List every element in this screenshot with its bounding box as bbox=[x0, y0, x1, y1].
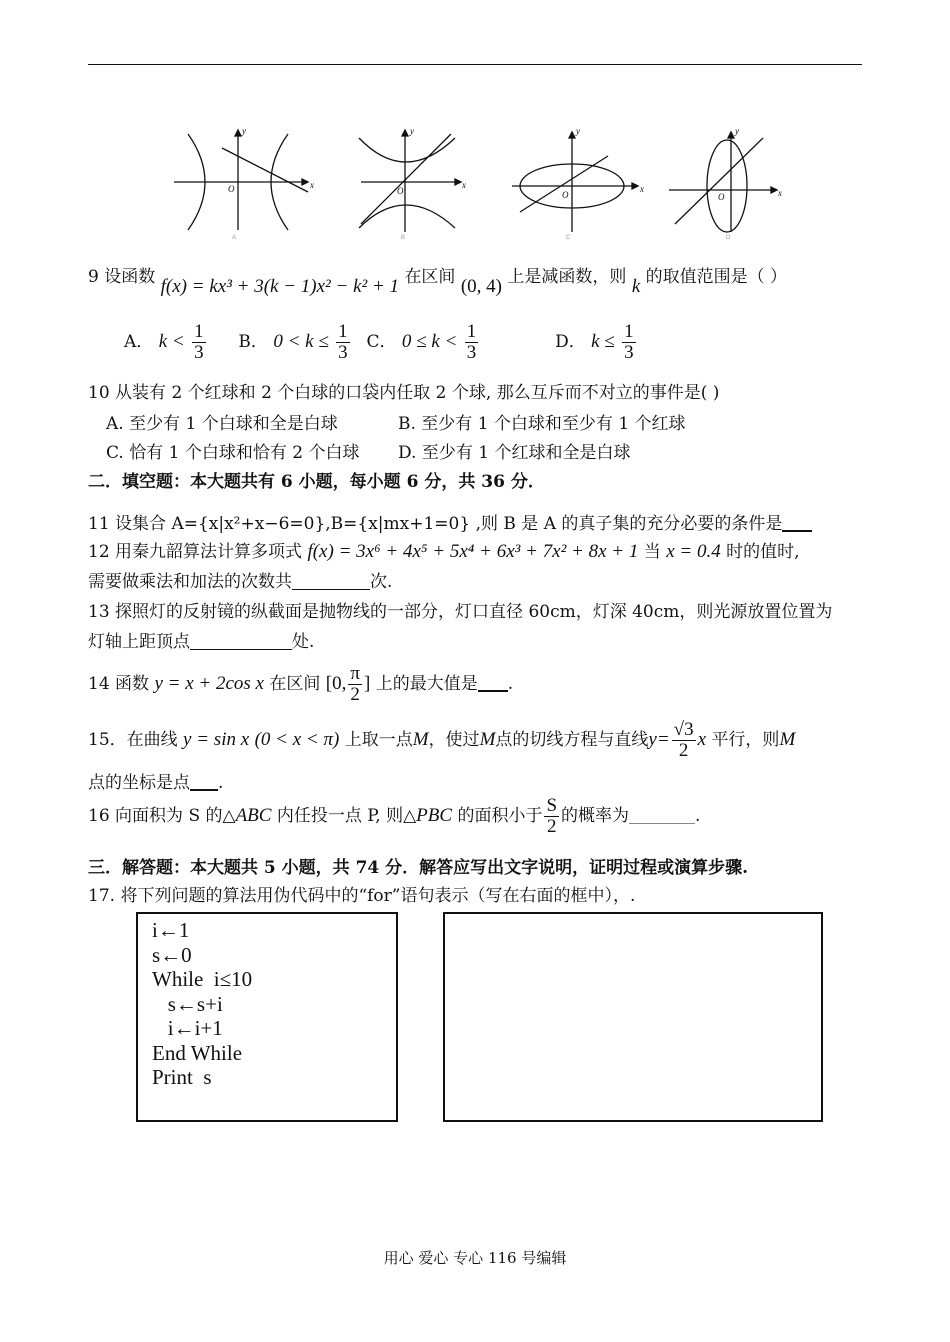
q15-range: (0 < x < π) bbox=[254, 729, 340, 750]
graph-c-origin: O bbox=[562, 190, 569, 200]
q15-answer-blank[interactable] bbox=[190, 771, 218, 791]
q10-option-c[interactable]: C. 恰有 1 个白球和恰有 2 个白球 bbox=[106, 443, 360, 463]
question-15-line2: 点的坐标是点 . bbox=[88, 773, 224, 793]
code-line: s←0 bbox=[152, 942, 192, 967]
q10-option-d[interactable]: D. 至少有 1 个红球和全是白球 bbox=[398, 443, 631, 463]
q9-option-d[interactable]: D． k ≤ $\frac{1}{3}$ bbox=[555, 321, 634, 363]
q13-answer-blank[interactable] bbox=[190, 631, 292, 650]
section-2-title: 二．填空题：本大题共有 6 小题，每小题 6 分，共 36 分． bbox=[88, 472, 545, 492]
section-3-title: 三．解答题：本大题共 5 小题，共 74 分．解答应写出文字说明，证明过程或演算步骤. bbox=[88, 858, 749, 878]
pseudocode bbox=[152, 918, 252, 1090]
graph-a-caption: A bbox=[232, 235, 237, 240]
question-13: 13 探照灯的反射镜的纵截面是抛物线的一部分，灯口直径 60cm，灯深 40cm，则光源放置位置为 bbox=[88, 602, 833, 622]
q14-fraction: $\frac{\pi}{2}$ bbox=[350, 663, 360, 705]
q9-interval: (0, 4) bbox=[460, 276, 502, 297]
q9-number: 9 bbox=[88, 267, 99, 287]
code-line: i←i+1 bbox=[152, 1016, 223, 1040]
pseudocode-box bbox=[136, 912, 398, 1122]
question-13-line2: 灯轴上距顶点 处. bbox=[88, 632, 315, 652]
code-line: While i≤10 bbox=[152, 967, 253, 991]
graph-c-ellipse bbox=[512, 132, 638, 232]
graph-d-axis-x: x bbox=[778, 188, 782, 198]
question-16: 16 向面积为 S 的△ABC 内任投一点 P, 则△PBC 的面积小于 $\frac{S}{2}$ 的概率为 . bbox=[88, 795, 701, 837]
q15-fraction: $\frac{√3}{2}$ bbox=[673, 719, 694, 761]
q10-option-b[interactable]: B. 至少有 1 个白球和至少有 1 个红球 bbox=[398, 414, 686, 434]
conic-graphs-figure bbox=[160, 120, 790, 240]
code-line: s←s+i bbox=[152, 991, 223, 1016]
question-12: 12 用秦九韶算法计算多项式 f(x) = 3x⁶ + 4x⁵ + 5x⁴ + 6x³ + 7x² + 8x + 1 当 x = 0.4 时的值时, bbox=[88, 541, 800, 562]
graph-d-ellipse bbox=[669, 132, 777, 232]
question-17: 17. 将下列问题的算法用伪代码中的“for”语句表示（写在右面的框中），. bbox=[88, 886, 636, 906]
question-14: 14 函数 y = x + 2cos x 在区间 [0, $\frac{\pi}{2}$ ] 上的最大值是 . bbox=[88, 663, 514, 705]
graph-a-origin: O bbox=[228, 184, 235, 194]
question-12-line2: 需要做乘法和加法的次数共 次. bbox=[88, 572, 393, 592]
q16-fraction: $\frac{S}{2}$ bbox=[546, 795, 558, 837]
q16-answer-blank[interactable] bbox=[629, 805, 695, 824]
q9-post: 上是减函数，则 bbox=[507, 267, 627, 287]
q15-curve: y = sin x bbox=[183, 729, 250, 750]
code-line: End While bbox=[152, 1040, 243, 1065]
question-15: 15．在曲线 y = sin x (0 < x < π) 上取一点M，使过M点的切线方程与直线y= $\frac{√3}{2}$ x 平行，则M bbox=[88, 719, 796, 761]
graph-b-caption: B bbox=[401, 235, 406, 240]
q9-pre: 设函数 bbox=[104, 267, 156, 287]
graph-a-hyperbola bbox=[174, 130, 308, 230]
q9-function: f(x) = kx³ + 3(k − 1)x² − k² + 1 bbox=[160, 276, 400, 297]
q9-option-c[interactable]: C． 0 ≤ k < $\frac{1}{3}$ bbox=[366, 321, 477, 363]
graph-c-caption: C bbox=[566, 235, 571, 240]
q9-option-b[interactable]: B． 0 < k ≤ $\frac{1}{3}$ bbox=[238, 321, 348, 363]
graph-b-axis-y: y bbox=[410, 126, 414, 136]
q14-function: y = x + 2cos x bbox=[154, 673, 264, 694]
q12-polynomial: f(x) = 3x⁶ + 4x⁵ + 5x⁴ + 6x³ + 7x² + 8x + 1 bbox=[307, 541, 639, 562]
q14-answer-blank[interactable] bbox=[478, 672, 508, 692]
q9-tail: 的取值范围是（ ） bbox=[645, 267, 788, 287]
question-10: 10 从装有 2 个红球和 2 个白球的口袋内任取 2 个球, 那么互斥而不对立的事件是( ) bbox=[88, 383, 720, 403]
answer-box[interactable] bbox=[443, 912, 823, 1122]
code-line: Print s bbox=[152, 1065, 212, 1089]
q9-mid: 在区间 bbox=[404, 267, 456, 287]
graph-d-caption: D bbox=[726, 235, 731, 240]
q9-option-a[interactable]: A． k < $\frac{1}{3}$ bbox=[124, 321, 204, 363]
question-11: 11 设集合 A={x|x²+x−6=0},B={x|mx+1=0} ,则 B 是 A 的真子集的充分必要的条件是 bbox=[88, 512, 812, 535]
q12-condition: x = 0.4 bbox=[666, 541, 721, 562]
graph-a-axis-y: y bbox=[242, 126, 246, 136]
q10-option-a[interactable]: A. 至少有 1 个白球和全是白球 bbox=[106, 414, 338, 434]
footer-text: 用心 爱心 专心 116 号编辑 bbox=[383, 1249, 567, 1267]
question-9 bbox=[88, 266, 788, 297]
graph-b-hyperbola bbox=[359, 130, 461, 232]
graph-c-axis-y: y bbox=[576, 126, 580, 136]
q12-answer-blank[interactable] bbox=[292, 571, 370, 590]
q11-answer-blank[interactable] bbox=[782, 512, 812, 532]
graph-b-origin: O bbox=[397, 186, 404, 196]
graph-d-axis-y: y bbox=[735, 126, 739, 136]
q9-options bbox=[124, 322, 638, 363]
graph-d-origin: O bbox=[718, 192, 725, 202]
graph-b-axis-x: x bbox=[462, 180, 466, 190]
graph-c-axis-x: x bbox=[640, 184, 644, 194]
code-line: i←1 bbox=[152, 918, 190, 942]
q9-var: k bbox=[631, 276, 641, 297]
header-rule bbox=[88, 64, 862, 65]
graph-a-axis-x: x bbox=[310, 180, 314, 190]
